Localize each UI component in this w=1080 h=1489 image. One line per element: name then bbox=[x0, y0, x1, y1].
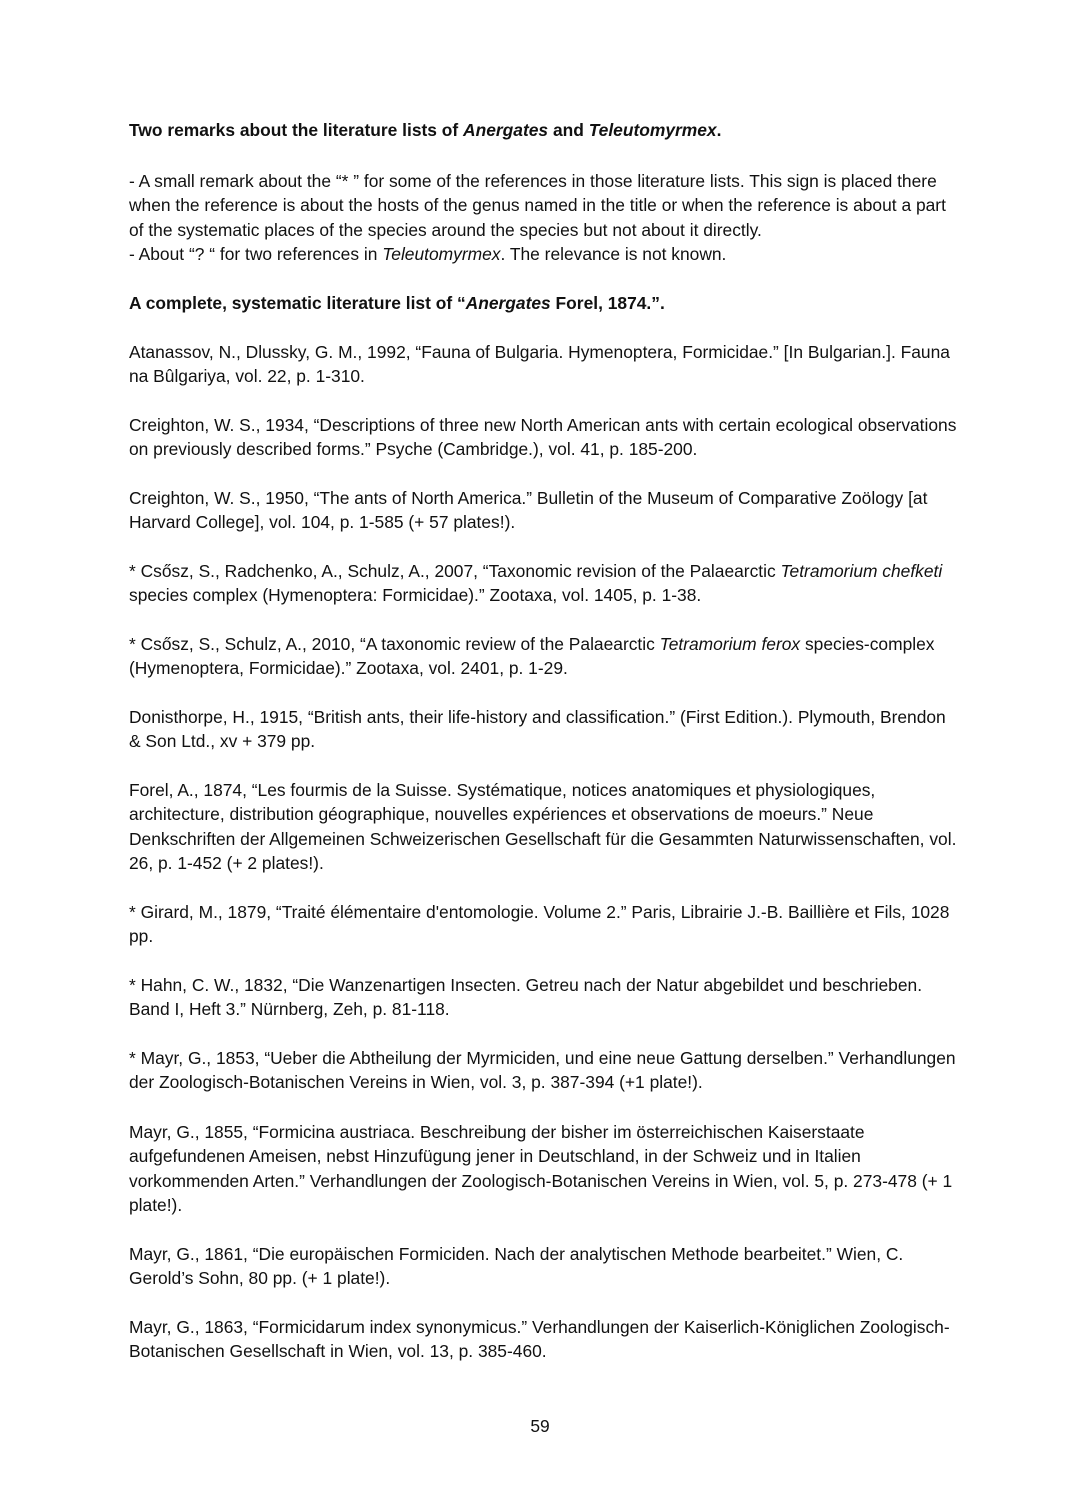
remarks-heading: Two remarks about the literature lists of Anergates and Teleutomyrmex. bbox=[129, 120, 722, 140]
remark-question-mark: - About “? “ for two references in Teleutomyrmex. The relevance is not known. bbox=[129, 244, 727, 264]
reference-entry: * Mayr, G., 1853, “Ueber die Abtheilung der Myrmiciden, und eine neue Gattung derselben.” Verhandlungen der Zoologisch-Botanischen Vereins in Wien, vol. 3, p. 387-394 (+1 plate!). bbox=[129, 1048, 956, 1093]
reference-entry: * Girard, M., 1879, “Traité élémentaire d'entomologie. Volume 2.” Paris, Librairie J.-B. Baillière et Fils, 1028 pp. bbox=[129, 902, 950, 947]
remark-asterisk: - A small remark about the “* ” for some of the references in those literature lists. This sign is placed there when the reference is about the hosts of the genus named in the title or when the reference is about a part of the systematic places of the species around the species but not about it directly. bbox=[129, 171, 946, 240]
reference-entry: Atanassov, N., Dlussky, G. M., 1992, “Fauna of Bulgaria. Hymenoptera, Formicidae.” [In Bulgarian.]. Fauna na Bûlgariya, vol. 22, p. 1-310. bbox=[129, 342, 950, 387]
reference-entry: Mayr, G., 1861, “Die europäischen Formiciden. Nach der analytischen Methode bearbeitet.” Wien, C. Gerold’s Sohn, 80 pp. (+ 1 plate!). bbox=[129, 1244, 904, 1289]
reference-entry: Forel, A., 1874, “Les fourmis de la Suisse. Systématique, notices anatomiques et physiologiques, architecture, distribution géographique, nouvelles expériences et observations de moeurs.” Neue Denkschriften der Allgemeinen Schweizerischen Gesellschaft für die Gesammten Naturwissenschaften, vol. 26, p. 1-452 (+ 2 plates!). bbox=[129, 780, 957, 874]
reference-entry: Creighton, W. S., 1934, “Descriptions of three new North American ants with certain ecological observations on previously described forms.” Psyche (Cambridge.), vol. 41, p. 185-200. bbox=[129, 415, 957, 460]
reference-entry: Mayr, G., 1855, “Formicina austriaca. Beschreibung der bisher im österreichischen Kaiserstaate aufgefundenen Ameisen, nebst Hinzufügung jener in Deutschland, in der Schweiz und in Italien vorkommenden Arten.” Verhandlungen der Zoologisch-Botanischen Vereins in Wien, vol. 5, p. 273-478 (+ 1 plate!). bbox=[129, 1122, 953, 1216]
page-number: 59 bbox=[530, 1416, 550, 1436]
reference-entry: * Csősz, S., Schulz, A., 2010, “A taxonomic review of the Palaearctic Tetramorium ferox species-complex (Hymenoptera, Formicidae).” Zootaxa, vol. 2401, p. 1-29. bbox=[129, 634, 935, 679]
literature-list-heading: A complete, systematic literature list of “Anergates Forel, 1874.”. bbox=[129, 293, 665, 313]
reference-entry: Donisthorpe, H., 1915, “British ants, their life-history and classification.” (First Edition.). Plymouth, Brendon & Son Ltd., xv + 379 pp. bbox=[129, 707, 946, 752]
reference-entry: * Hahn, C. W., 1832, “Die Wanzenartigen Insecten. Getreu nach der Natur abgebildet und beschrieben. Band I, Heft 3.” Nürnberg, Zeh, p. 81-118. bbox=[129, 975, 923, 1020]
reference-entry: Mayr, G., 1863, “Formicidarum index synonymicus.” Verhandlungen der Kaiserlich-Königlichen Zoologisch-Botanischen Gesellschaft in Wien, vol. 13, p. 385-460. bbox=[129, 1317, 950, 1362]
reference-entry: Creighton, W. S., 1950, “The ants of North America.” Bulletin of the Museum of Comparative Zoölogy [at Harvard College], vol. 104, p. 1-585 (+ 57 plates!). bbox=[129, 488, 928, 533]
reference-entry: * Csősz, S., Radchenko, A., Schulz, A., 2007, “Taxonomic revision of the Palaearctic Tetramorium chefketi species complex (Hymenoptera: Formicidae).” Zootaxa, vol. 1405, p. 1-38. bbox=[129, 561, 943, 606]
